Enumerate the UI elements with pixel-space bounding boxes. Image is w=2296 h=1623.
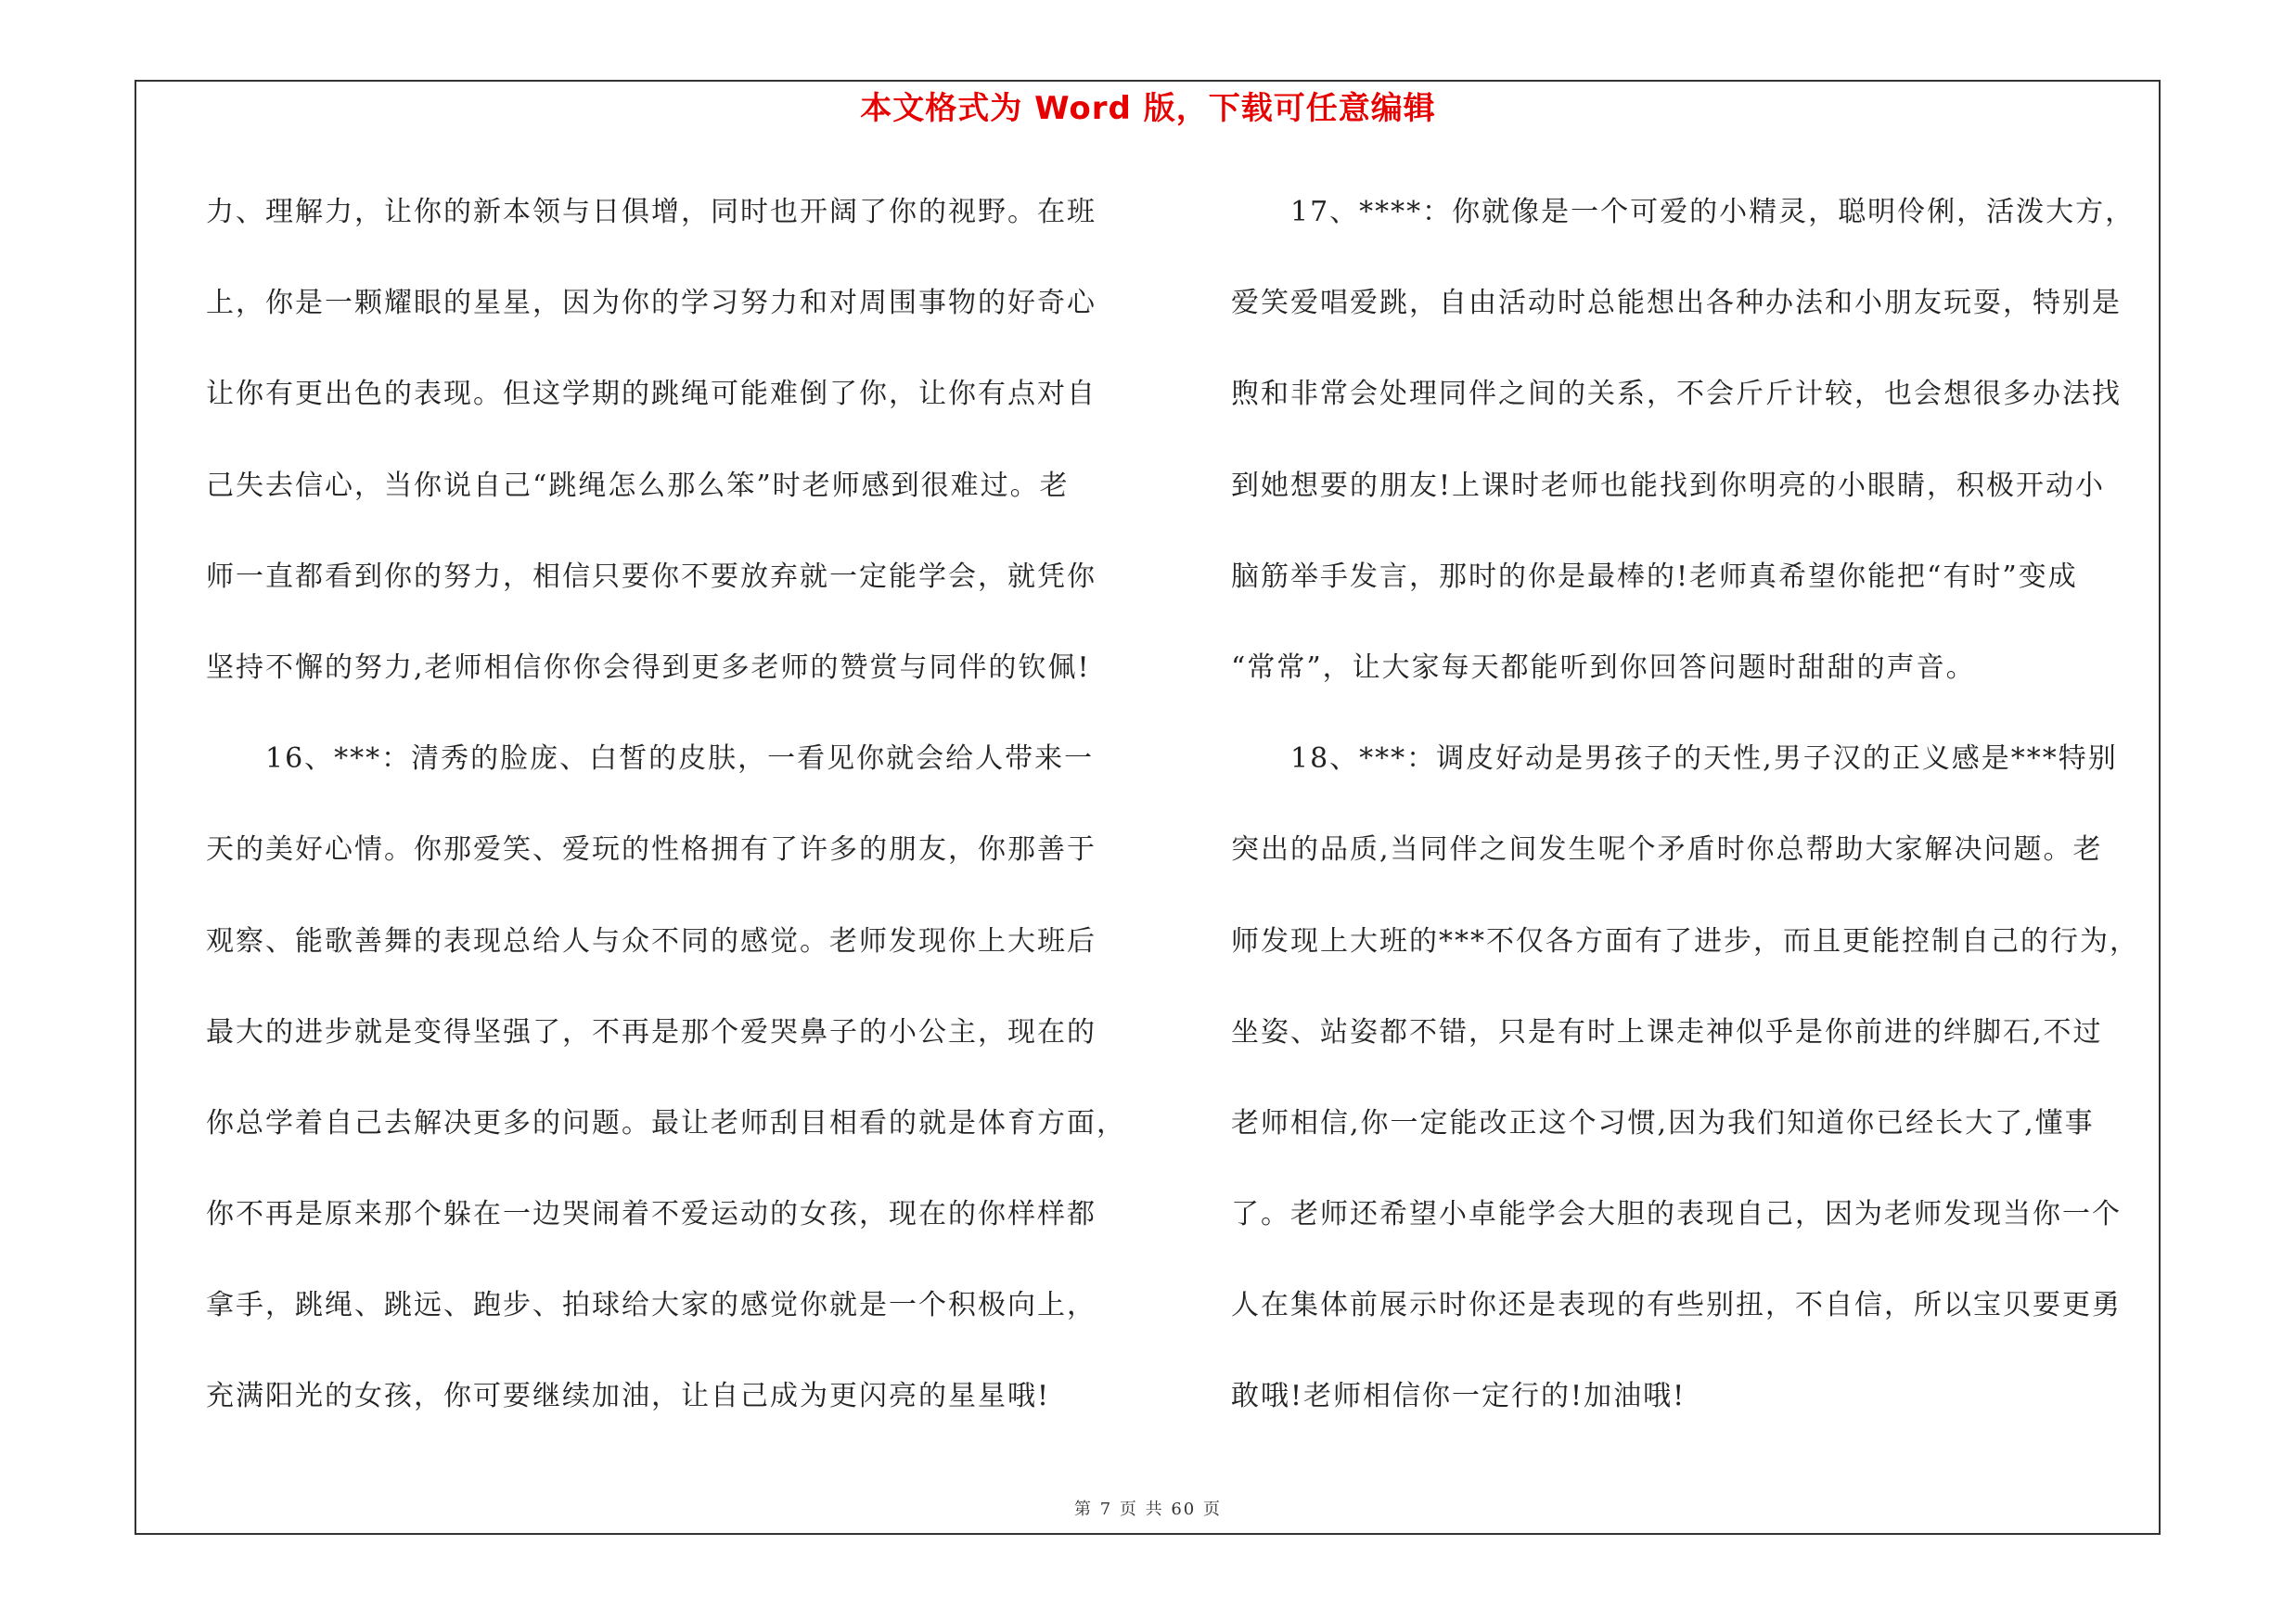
text-line: 了。老师还希望小卓能学会大胆的表现自己，因为老师发现当你一个 xyxy=(1231,1198,2122,1231)
text-line: 16、***：清秀的脸庞、白皙的皮肤，一看见你就会给人带来一 xyxy=(206,742,1095,776)
text-line: 爱笑爱唱爱跳，自由活动时总能想出各种办法和小朋友玩耍，特别是 xyxy=(1231,287,2122,320)
text-line: 上，你是一颗耀眼的星星，因为你的学习努力和对周围事物的好奇心 xyxy=(206,287,1097,320)
text-line: 天的美好心情。你那爱笑、爱玩的性格拥有了许多的朋友，你那善于 xyxy=(206,833,1097,867)
text-line: 18、***：调皮好动是男孩子的天性,男子汉的正义感是***特别 xyxy=(1231,742,2118,776)
text-line: 师一直都看到你的努力，相信只要你不要放弃就一定能学会，就凭你 xyxy=(206,560,1097,593)
left-text-column xyxy=(206,178,1134,1454)
page-number: 第 7 页 共 60 页 xyxy=(1074,1500,1222,1519)
text-line: 到她想要的朋友!上课时老师也能找到你明亮的小眼睛，积极开动小 xyxy=(1231,469,2106,502)
text-line: 师发现上大班的***不仅各方面有了进步，而且更能控制自己的行为， xyxy=(1231,924,2139,958)
text-line: 拿手，跳绳、跳远、跑步、拍球给大家的感觉你就是一个积极向上， xyxy=(206,1289,1097,1322)
text-line: 敢哦!老师相信你一定行的!加油哦! xyxy=(1231,1380,1687,1413)
text-line: 坚持不懈的努力,老师相信你你会得到更多老师的赞赏与同伴的钦佩! xyxy=(206,650,1091,684)
text-line: 充满阳光的女孩，你可要继续加油，让自己成为更闪亮的星星哦! xyxy=(206,1380,1051,1413)
text-line: 老师相信,你一定能改正这个习惯,因为我们知道你已经长大了,懂事 xyxy=(1231,1106,2095,1140)
text-line: 17、****：你就像是一个可爱的小精灵，聪明伶俐，活泼大方， xyxy=(1231,196,2136,228)
text-line: 坐姿、站姿都不错，只是有时上课走神似乎是你前进的绊脚石,不过 xyxy=(1231,1015,2103,1049)
right-text-column xyxy=(1231,178,2159,1454)
text-line: 突出的品质,当同伴之间发生呢个矛盾时你总帮助大家解决问题。老 xyxy=(1231,833,2103,867)
text-line: 脑筋举手发言，那时的你是最棒的!老师真希望你能把“有时”变成 xyxy=(1231,560,2078,593)
text-line: 你不再是原来那个躲在一边哭闹着不爱运动的女孩，现在的你样样都 xyxy=(206,1198,1097,1231)
text-line: 让你有更出色的表现。但这学期的跳绳可能难倒了你，让你有点对自 xyxy=(206,378,1097,411)
text-line: “常常”，让大家每天都能听到你回答问题时甜甜的声音。 xyxy=(1231,650,1976,684)
text-line: 人在集体前展示时你还是表现的有些别扭，不自信，所以宝贝要更勇 xyxy=(1231,1289,2122,1322)
text-line: 观察、能歌善舞的表现总给人与众不同的感觉。老师发现你上大班后 xyxy=(206,924,1097,958)
text-line: 煦和非常会处理同伴之间的关系，不会斤斤计较，也会想很多办法找 xyxy=(1231,378,2122,411)
text-line: 己失去信心，当你说自己“跳绳怎么那么笨”时老师感到很难过。老 xyxy=(206,469,1070,502)
header-banner: 本文格式为 Word 版，下载可任意编辑 xyxy=(860,90,1436,127)
text-line: 最大的进步就是变得坚强了，不再是那个爱哭鼻子的小公主，现在的 xyxy=(206,1015,1097,1049)
text-line: 力、理解力，让你的新本领与日俱增，同时也开阔了你的视野。在班 xyxy=(206,196,1097,228)
text-line: 你总学着自己去解决更多的问题。最让老师刮目相看的就是体育方面， xyxy=(206,1106,1126,1140)
